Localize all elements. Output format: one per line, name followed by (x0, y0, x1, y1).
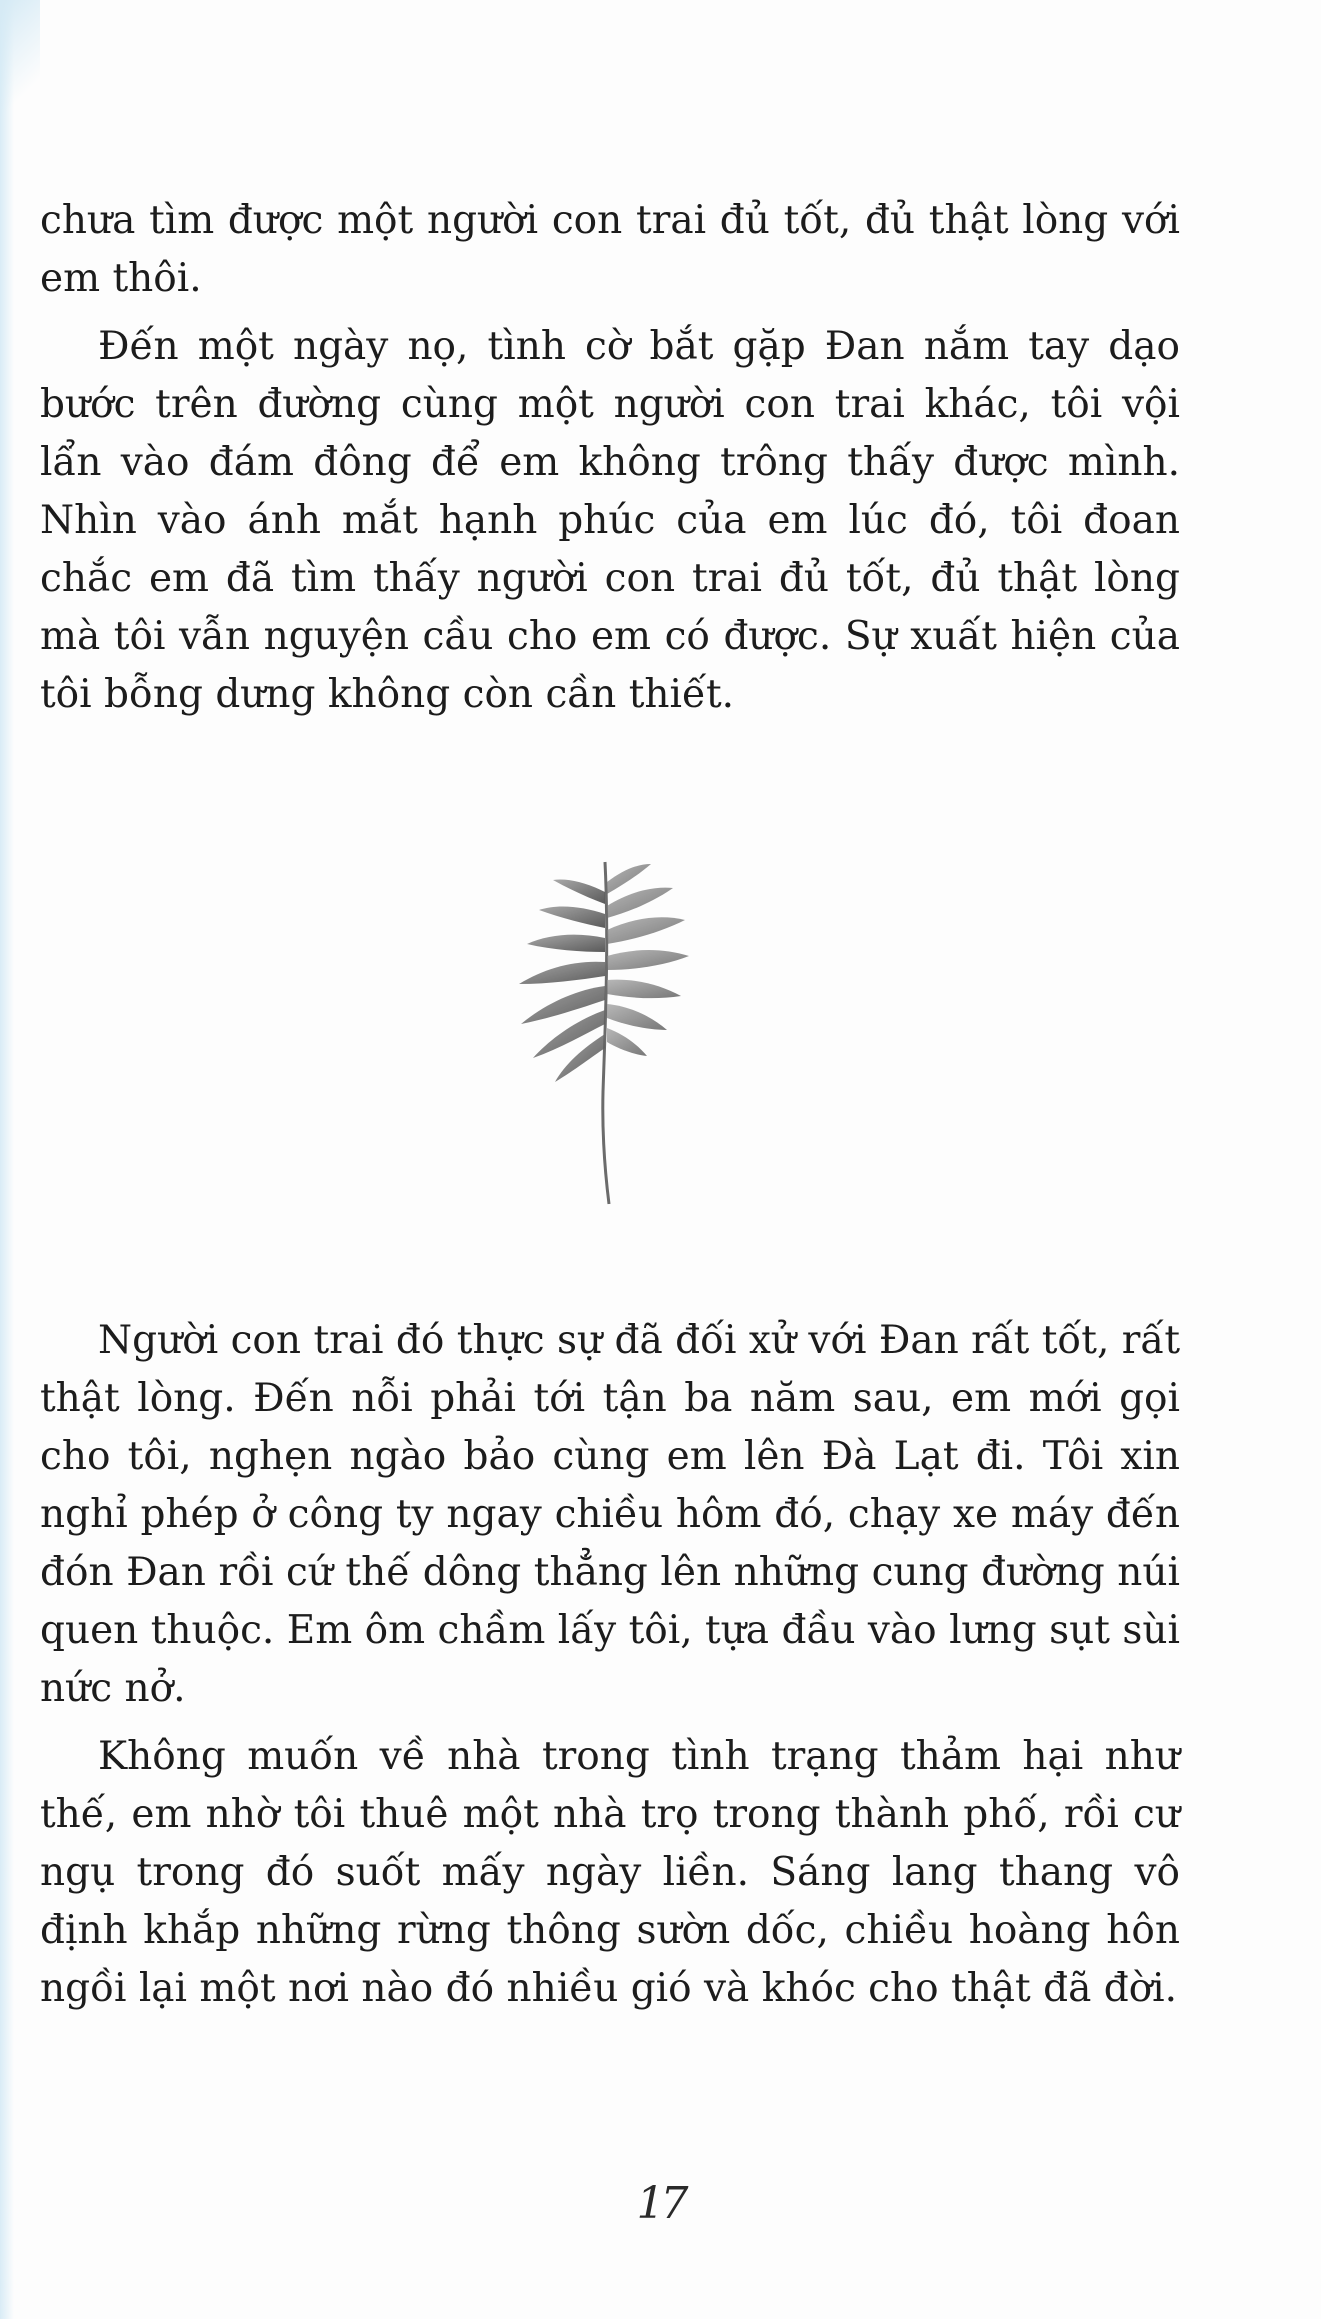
paragraph: Đến một ngày nọ, tình cờ bắt gặp Đan nắm tay dạo bước trên đường cùng một người con trai khác, tôi vội lẩn vào đám đông để em không trông thấy được mình. Nhìn vào ánh mắt hạnh phúc của em lúc đó, tôi đoan chắc em đã tìm thấy người con trai đủ tốt, đủ thật lòng mà tôi vẫn nguyện cầu cho em có được. Sự xuất hiện của tôi bỗng dưng không còn cần thiết. (40, 324, 1180, 717)
text-block-top (40, 192, 1180, 724)
page-corner-tint (0, 0, 40, 130)
paragraph: Không muốn về nhà trong tình trạng thảm hại như thế, em nhờ tôi thuê một nhà trọ trong thành phố, rồi cư ngụ trong đó suốt mấy ngày liền. Sáng lang thang vô định khắp những rừng thông sườn dốc, chiều hoàng hôn ngồi lại một nơi nào đó nhiều gió và khóc cho thật đã đời. (40, 1734, 1180, 2011)
paragraph: chưa tìm được một người con trai đủ tốt, đủ thật lòng với em thôi. (40, 198, 1180, 301)
paragraph: Người con trai đó thực sự đã đối xử với Đan rất tốt, rất thật lòng. Đến nỗi phải tới tận ba năm sau, em mới gọi cho tôi, nghẹn ngào bảo cùng em lên Đà Lạt đi. Tôi xin nghỉ phép ở công ty ngay chiều hôm đó, chạy xe máy đến đón Đan rồi cứ thế dông thẳng lên những cung đường núi quen thuộc. Em ôm chầm lấy tôi, tựa đầu vào lưng sụt sùi nức nở. (40, 1318, 1180, 1711)
palm-leaf-icon (505, 852, 705, 1212)
page-number: 17 (636, 2178, 685, 2229)
page-edge-shadow (0, 0, 14, 2319)
text-block-bottom (40, 1312, 1180, 2018)
